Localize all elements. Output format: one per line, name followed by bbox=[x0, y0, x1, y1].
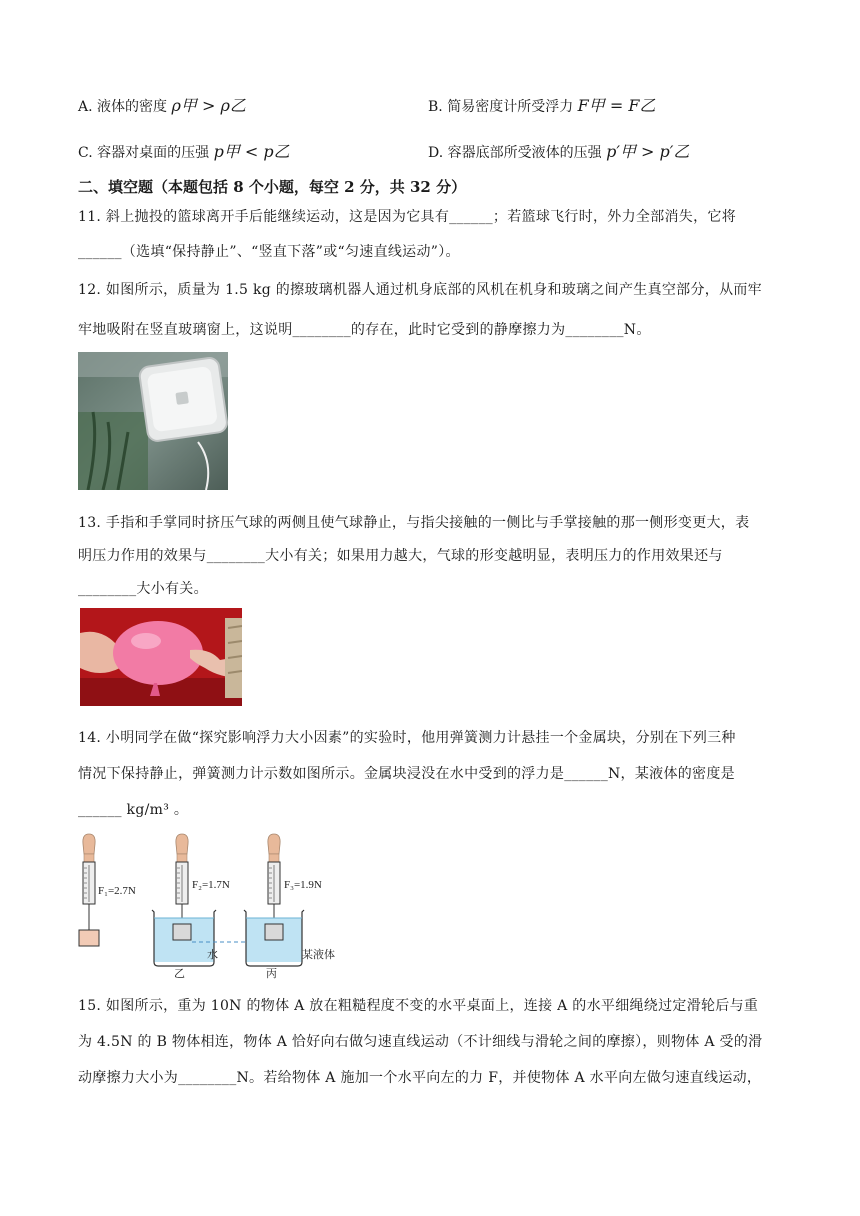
q14-line1: 14. 小明同学在做“探究影响浮力大小因素”的实验时，他用弹簧测力计悬挂一个金属块，分别在下列三种 bbox=[78, 730, 736, 746]
q15-line1: 15. 如图所示，重为 10N 的物体 A 放在粗糙程度不变的水平桌面上，连接 A 的水平细绳绕过定滑轮后与重 bbox=[78, 998, 759, 1014]
option-a bbox=[78, 93, 246, 116]
option-d-label: D. 容器底部所受液体的压强 bbox=[428, 145, 602, 161]
option-b bbox=[428, 93, 655, 116]
scale-3 bbox=[268, 834, 280, 924]
q15-line3: 动摩擦力大小为________N。若给物体 A 施加一个水平向左的力 F，并使物体 A 水平向左做匀速直线运动， bbox=[78, 1070, 762, 1086]
option-c-label: C. 容器对桌面的压强 bbox=[78, 145, 210, 161]
option-d-formula: p′甲 > p′乙 bbox=[606, 142, 690, 161]
option-d bbox=[428, 139, 689, 162]
option-b-formula: F甲 = F乙 bbox=[577, 96, 656, 115]
f3-label: F₃=1.9N bbox=[284, 879, 322, 891]
water-label: 水 bbox=[207, 949, 218, 961]
q13-line3: ________大小有关。 bbox=[78, 581, 208, 597]
q15-line2: 为 4.5N 的 B 物体相连，物体 A 恰好向右做匀速直线运动（不计细线与滑轮之间的摩擦），则物体 A 受的滑 bbox=[78, 1034, 763, 1050]
scale-1 bbox=[79, 834, 99, 946]
option-c bbox=[78, 139, 290, 162]
balloon-photo bbox=[80, 608, 242, 706]
q12-line2: 牢地吸附在竖直玻璃窗上，这说明________的存在，此时它受到的静摩擦力为________N。 bbox=[78, 322, 651, 338]
q12-line1: 12. 如图所示，质量为 1.5 kg 的擦玻璃机器人通过机身底部的风机在机身和玻璃之间产生真空部分，从而牢 bbox=[78, 282, 762, 298]
option-a-formula: ρ甲 > ρ乙 bbox=[171, 96, 246, 115]
q13-line2: 明压力作用的效果与________大小有关；如果用力越大，气球的形变越明显，表明压力的作用效果还与 bbox=[78, 548, 723, 564]
robot-photo bbox=[78, 352, 228, 490]
spring-scale-diagram bbox=[74, 832, 354, 980]
q11-line1: 11. 斜上抛投的篮球离开手后能继续运动，这是因为它具有______；若篮球飞行时，外力全部消失，它将 bbox=[78, 209, 737, 225]
scale-2 bbox=[176, 834, 188, 924]
f1-label: F₁=2.7N bbox=[98, 885, 136, 897]
q11-line2: ______（选填“保持静止”、“竖直下落”或“匀速直线运动”）。 bbox=[78, 244, 460, 260]
q14-line3: ______ kg/m³ 。 bbox=[78, 802, 189, 818]
q13-line1: 13. 手指和手掌同时挤压气球的两侧且使气球静止，与指尖接触的一侧比与手掌接触的那一侧形变更大，表 bbox=[78, 515, 750, 531]
liquid-label: 某液体 bbox=[302, 949, 335, 961]
section-title: 二、填空题（本题包括 8 个小题，每空 2 分，共 32 分） bbox=[78, 178, 467, 196]
option-c-formula: p甲 < p乙 bbox=[213, 142, 290, 161]
option-b-label: B. 简易密度计所受浮力 bbox=[428, 99, 574, 115]
q14-line2: 情况下保持静止，弹簧测力计示数如图所示。金属块浸没在水中受到的浮力是______N，某液体的密度是 bbox=[78, 766, 735, 782]
beaker-c-label: 丙 bbox=[266, 968, 277, 980]
f2-label: F₂=1.7N bbox=[192, 879, 230, 891]
option-a-label: A. 液体的密度 bbox=[78, 99, 168, 115]
beaker-liquid bbox=[244, 910, 304, 966]
beaker-b-label: 乙 bbox=[174, 968, 185, 980]
